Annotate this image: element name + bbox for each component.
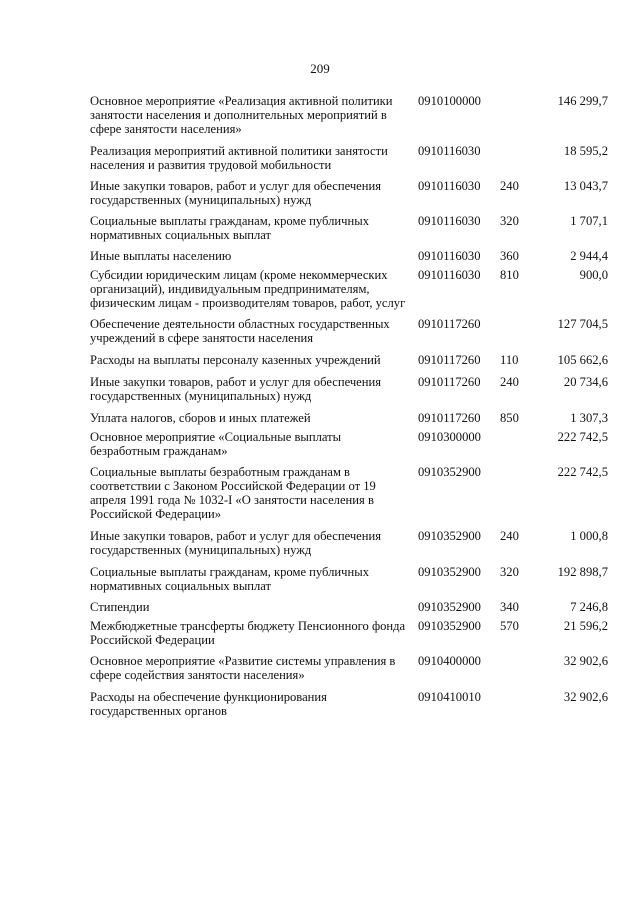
table-row	[90, 375, 610, 403]
table-row	[90, 565, 610, 593]
row-name: Основное мероприятие «Реализация активной политики занятости населения и дополнительных мероприятий в сфере занятости населения»	[90, 94, 393, 136]
row-name: Иные закупки товаров, работ и услуг для обеспечения государственных (муниципальных) нужд	[90, 529, 382, 557]
row-code: 0910400000	[418, 654, 481, 668]
row-code: 0910117260	[418, 317, 481, 331]
row-name: Стипендии	[90, 600, 150, 614]
row-amount: 222 742,5	[557, 465, 608, 479]
row-type: 570	[500, 619, 519, 633]
row-name: Обеспечение деятельности областных государственных учреждений в сфере занятости населения	[90, 317, 390, 345]
row-name: Социальные выплаты безработным гражданам в соответствии с Законом Российской Федерации от 19 апреля 1991 года № 1032-I «О занятости населения в Российской Федерации»	[90, 465, 376, 521]
table-row	[90, 465, 610, 521]
row-amount: 222 742,5	[557, 430, 608, 444]
row-amount: 32 902,6	[563, 654, 608, 668]
row-amount: 105 662,6	[557, 353, 608, 367]
row-code: 0910117260	[418, 375, 481, 389]
table-row	[90, 600, 610, 614]
table-row	[90, 268, 610, 310]
row-type: 810	[500, 268, 519, 282]
row-amount: 13 043,7	[563, 179, 608, 193]
row-type: 340	[500, 600, 519, 614]
table-row	[90, 430, 610, 458]
table-row	[90, 94, 610, 136]
row-code: 0910116030	[418, 214, 481, 228]
row-type: 240	[500, 529, 519, 543]
page-number: 209	[310, 61, 330, 76]
row-name: Социальные выплаты гражданам, кроме публичных нормативных социальных выплат	[90, 565, 369, 593]
row-code: 0910116030	[418, 249, 481, 263]
row-type: 110	[500, 353, 519, 367]
row-amount: 900,0	[579, 268, 608, 282]
row-name: Межбюджетные трансферты бюджету Пенсионного фонда Российской Федерации	[90, 619, 406, 647]
table-row	[90, 690, 610, 718]
row-code: 0910116030	[418, 268, 481, 282]
row-amount: 32 902,6	[563, 690, 608, 704]
table-row	[90, 144, 610, 172]
row-name: Иные закупки товаров, работ и услуг для обеспечения государственных (муниципальных) нужд	[90, 179, 382, 207]
row-amount: 1 707,1	[570, 214, 608, 228]
table-row	[90, 249, 610, 263]
table-row	[90, 214, 610, 242]
table-row	[90, 619, 610, 647]
row-name: Основное мероприятие «Развитие системы управления в сфере содействия занятости населения»	[90, 654, 396, 682]
row-type: 240	[500, 179, 519, 193]
row-name: Расходы на выплаты персоналу казенных учреждений	[90, 353, 381, 367]
row-type: 320	[500, 214, 519, 228]
row-type: 240	[500, 375, 519, 389]
row-name: Расходы на обеспечение функционирования государственных органов	[90, 690, 327, 718]
row-amount: 7 246,8	[570, 600, 608, 614]
row-name: Основное мероприятие «Социальные выплаты безработным гражданам»	[90, 430, 342, 458]
row-amount: 2 944,4	[570, 249, 608, 263]
table-row	[90, 353, 610, 367]
row-amount: 146 299,7	[557, 94, 608, 108]
row-code: 0910352900	[418, 529, 481, 543]
row-name: Субсидии юридическим лицам (кроме некоммерческих организаций), индивидуальным предпринимателям, физическим лицам - производителям товаров, работ, услуг	[90, 268, 406, 310]
row-code: 0910352900	[418, 619, 481, 633]
row-amount: 21 596,2	[563, 619, 608, 633]
row-type: 850	[500, 411, 519, 425]
row-name: Уплата налогов, сборов и иных платежей	[90, 411, 311, 425]
row-code: 0910352900	[418, 465, 481, 479]
row-amount: 1 000,8	[570, 529, 608, 543]
row-code: 0910117260	[418, 411, 481, 425]
table-row	[90, 654, 610, 682]
row-name: Иные выплаты населению	[90, 249, 232, 263]
row-code: 0910352900	[418, 600, 481, 614]
table-row	[90, 317, 610, 345]
budget-table	[90, 94, 610, 718]
row-code: 0910410010	[418, 690, 481, 704]
row-type: 320	[500, 565, 519, 579]
table-row	[90, 411, 610, 425]
row-code: 0910352900	[418, 565, 481, 579]
row-amount: 192 898,7	[557, 565, 608, 579]
row-name: Иные закупки товаров, работ и услуг для обеспечения государственных (муниципальных) нужд	[90, 375, 382, 403]
row-type: 360	[500, 249, 519, 263]
row-amount: 20 734,6	[563, 375, 608, 389]
table-row	[90, 529, 610, 557]
row-code: 0910116030	[418, 179, 481, 193]
row-amount: 1 307,3	[570, 411, 608, 425]
row-amount: 18 595,2	[563, 144, 608, 158]
row-amount: 127 704,5	[557, 317, 608, 331]
row-code: 0910300000	[418, 430, 481, 444]
row-code: 0910100000	[418, 94, 481, 108]
row-name: Реализация мероприятий активной политики занятости населения и развития трудовой мобильности	[90, 144, 388, 172]
row-code: 0910117260	[418, 353, 481, 367]
table-row	[90, 179, 610, 207]
row-name: Социальные выплаты гражданам, кроме публичных нормативных социальных выплат	[90, 214, 369, 242]
row-code: 0910116030	[418, 144, 481, 158]
